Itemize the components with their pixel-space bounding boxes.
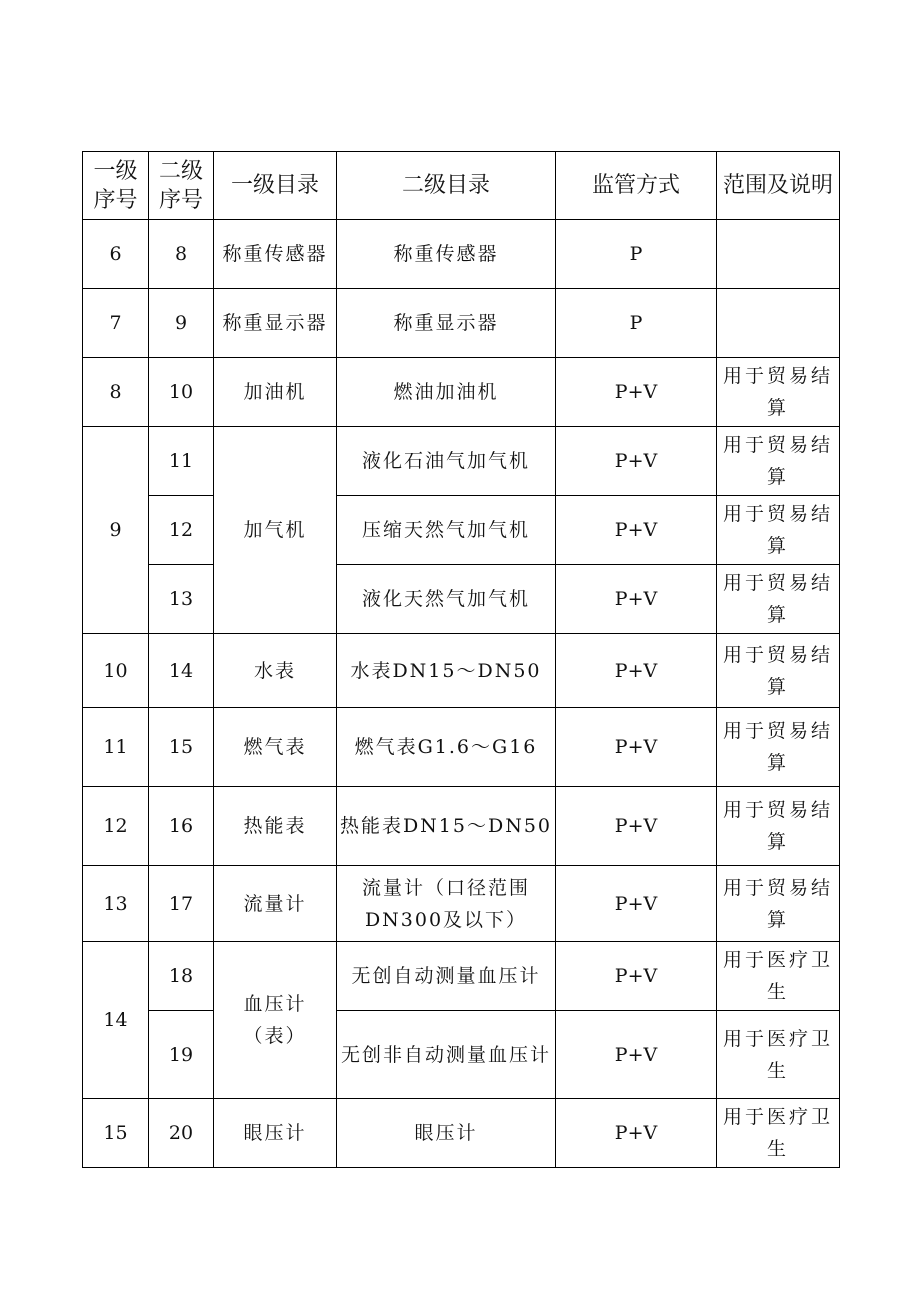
level2-no-cell: 12	[149, 496, 214, 565]
level2-catalog-cell: 液化石油气加气机	[337, 427, 556, 496]
table-row	[83, 1011, 840, 1099]
scope-cell	[717, 289, 840, 358]
table-row	[83, 220, 840, 289]
supervision-cell: P+V	[556, 787, 717, 866]
supervision-cell: P+V	[556, 634, 717, 708]
table-row	[83, 942, 840, 1011]
supervision-cell: P+V	[556, 1099, 717, 1168]
scope-cell: 用于贸易结算	[717, 565, 840, 634]
level2-catalog-cell: 水表DN15～DN50	[337, 634, 556, 708]
level1-catalog-cell: 燃气表	[214, 708, 337, 787]
level1-catalog-cell: 热能表	[214, 787, 337, 866]
scope-cell: 用于贸易结算	[717, 358, 840, 427]
level2-catalog-cell: 热能表DN15～DN50	[337, 787, 556, 866]
scope-cell: 用于医疗卫生	[717, 942, 840, 1011]
level2-catalog-cell: 无创非自动测量血压计	[337, 1011, 556, 1099]
level1-no-cell: 6	[83, 220, 149, 289]
scope-cell: 用于医疗卫生	[717, 1011, 840, 1099]
level1-no-cell: 11	[83, 708, 149, 787]
supervision-cell: P+V	[556, 942, 717, 1011]
level2-no-cell: 11	[149, 427, 214, 496]
level1-no-cell: 12	[83, 787, 149, 866]
supervision-cell: P	[556, 220, 717, 289]
header-row	[83, 152, 840, 220]
level1-catalog-cell: 血压计（表）	[214, 942, 337, 1099]
supervision-cell: P	[556, 289, 717, 358]
table-row	[83, 427, 840, 496]
catalog-table	[82, 151, 840, 1168]
table-row	[83, 866, 840, 942]
level2-no-cell: 10	[149, 358, 214, 427]
level1-no-cell: 9	[83, 427, 149, 634]
header-supervision: 监管方式	[556, 152, 717, 220]
level2-no-cell: 18	[149, 942, 214, 1011]
level2-catalog-cell: 液化天然气加气机	[337, 565, 556, 634]
level2-no-cell: 17	[149, 866, 214, 942]
level2-no-cell: 16	[149, 787, 214, 866]
level1-catalog-cell: 加油机	[214, 358, 337, 427]
scope-cell: 用于医疗卫生	[717, 1099, 840, 1168]
level2-no-cell: 9	[149, 289, 214, 358]
level1-catalog-cell: 眼压计	[214, 1099, 337, 1168]
level1-no-cell: 13	[83, 866, 149, 942]
level2-no-cell: 15	[149, 708, 214, 787]
level2-catalog-cell: 燃气表G1.6～G16	[337, 708, 556, 787]
supervision-cell: P+V	[556, 358, 717, 427]
scope-cell	[717, 220, 840, 289]
level1-no-cell: 8	[83, 358, 149, 427]
supervision-cell: P+V	[556, 565, 717, 634]
header-level1-no: 一级序号	[83, 152, 149, 220]
level2-catalog-cell: 燃油加油机	[337, 358, 556, 427]
scope-cell: 用于贸易结算	[717, 427, 840, 496]
level1-catalog-cell: 水表	[214, 634, 337, 708]
level2-catalog-cell: 流量计（口径范围DN300及以下）	[337, 866, 556, 942]
table-row	[83, 565, 840, 634]
level2-catalog-cell: 眼压计	[337, 1099, 556, 1168]
level1-catalog-cell: 称重显示器	[214, 289, 337, 358]
table-row	[83, 708, 840, 787]
scope-cell: 用于贸易结算	[717, 634, 840, 708]
level2-no-cell: 14	[149, 634, 214, 708]
level2-catalog-cell: 压缩天然气加气机	[337, 496, 556, 565]
level2-no-cell: 13	[149, 565, 214, 634]
header-level2-no: 二级序号	[149, 152, 214, 220]
table-row	[83, 358, 840, 427]
table-row	[83, 634, 840, 708]
supervision-cell: P+V	[556, 708, 717, 787]
level1-catalog-cell: 加气机	[214, 427, 337, 634]
level2-catalog-cell: 称重显示器	[337, 289, 556, 358]
level2-no-cell: 19	[149, 1011, 214, 1099]
supervision-cell: P+V	[556, 866, 717, 942]
level1-no-cell: 14	[83, 942, 149, 1099]
level2-catalog-cell: 称重传感器	[337, 220, 556, 289]
header-scope: 范围及说明	[717, 152, 840, 220]
level1-no-cell: 7	[83, 289, 149, 358]
supervision-cell: P+V	[556, 427, 717, 496]
table-row	[83, 496, 840, 565]
level1-no-cell: 15	[83, 1099, 149, 1168]
scope-cell: 用于贸易结算	[717, 496, 840, 565]
scope-cell: 用于贸易结算	[717, 866, 840, 942]
scope-cell: 用于贸易结算	[717, 708, 840, 787]
table-row	[83, 1099, 840, 1168]
level2-no-cell: 8	[149, 220, 214, 289]
table-row	[83, 787, 840, 866]
supervision-cell: P+V	[556, 1011, 717, 1099]
level1-catalog-cell: 称重传感器	[214, 220, 337, 289]
level1-no-cell: 10	[83, 634, 149, 708]
header-level2-catalog: 二级目录	[337, 152, 556, 220]
header-level1-catalog: 一级目录	[214, 152, 337, 220]
level1-catalog-cell: 流量计	[214, 866, 337, 942]
level2-catalog-cell: 无创自动测量血压计	[337, 942, 556, 1011]
supervision-cell: P+V	[556, 496, 717, 565]
scope-cell: 用于贸易结算	[717, 787, 840, 866]
level2-no-cell: 20	[149, 1099, 214, 1168]
table-row	[83, 289, 840, 358]
